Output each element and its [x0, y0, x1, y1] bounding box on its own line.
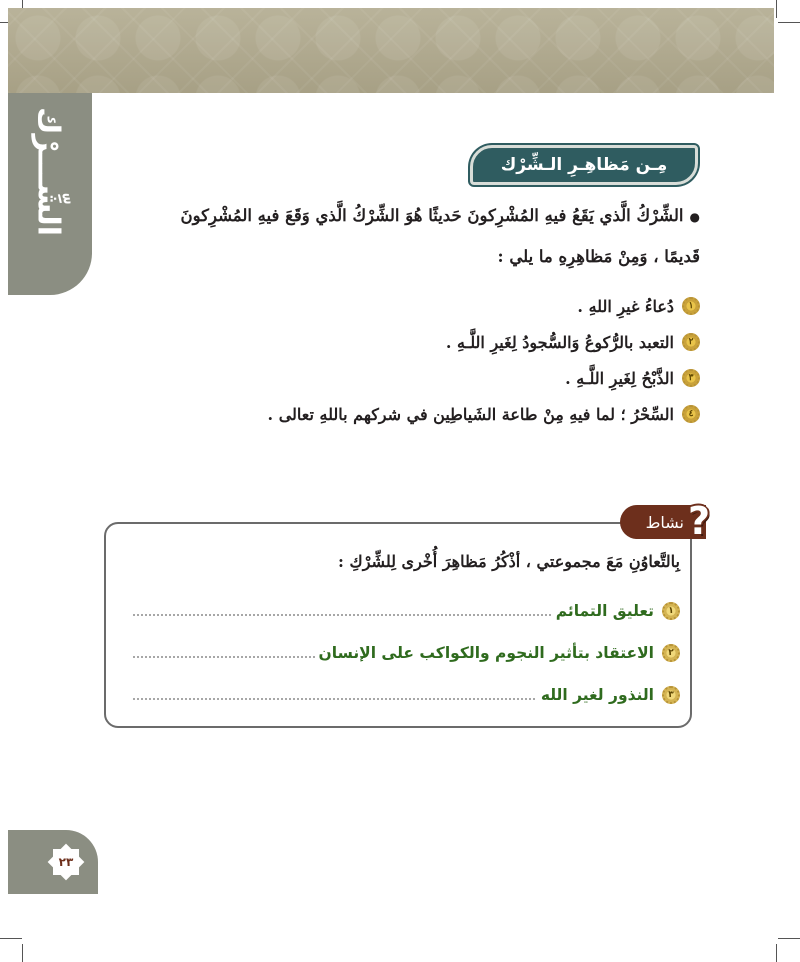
answer-text[interactable]: الاعتقاد بتأثير النجوم والكواكب على الإنسان	[318, 644, 654, 662]
answer-dotted-line	[132, 656, 315, 658]
answer-dotted-line	[132, 698, 537, 700]
activity-answers	[132, 590, 680, 716]
list-item-text: دُعاءُ غيرِ اللهِ .	[577, 296, 674, 316]
answer-row	[132, 674, 680, 716]
page-number-badge	[44, 848, 88, 876]
intro-paragraph	[140, 196, 700, 277]
number-badge-icon: ٣	[682, 369, 700, 387]
question-mark-icon: ?	[687, 499, 711, 543]
section-title: مِـن مَظاهِـرِ الـشِّرْك	[500, 155, 668, 175]
crop-mark	[778, 938, 800, 939]
manifestations-list	[140, 288, 700, 432]
activity-instruction: بِالتَّعاوُنِ مَعَ مجموعتي ، أذْكُرُ مَظاهِرَ أُخْرى لِلشِّرْكِ :	[338, 552, 680, 571]
chapter-title: الشِّـــرْك	[30, 106, 66, 236]
number-badge-icon: ٣	[662, 686, 680, 704]
activity-label: نشاط	[645, 512, 684, 532]
answer-row	[132, 590, 680, 632]
list-item-text: السِّحْرُ ؛ لما فيهِ مِنْ طاعة الشَياطِين في شركهم باللهِ تعالى .	[267, 404, 674, 424]
bullet-icon: ●	[689, 210, 700, 224]
number-badge-icon: ١	[662, 602, 680, 620]
answer-row	[132, 632, 680, 674]
crop-mark	[776, 0, 777, 18]
number-badge-icon: ٢	[662, 644, 680, 662]
crop-mark	[778, 22, 800, 23]
number-badge-icon: ٤	[682, 405, 700, 423]
crop-mark	[776, 944, 777, 962]
header-band	[8, 8, 774, 93]
number-badge-icon: ٢	[682, 333, 700, 351]
answer-text[interactable]: تعليق التمائم	[555, 602, 654, 620]
list-item	[140, 324, 700, 360]
section-title-pill	[470, 145, 698, 185]
answer-text[interactable]: النذور لغير الله	[540, 686, 654, 704]
list-item-text: التعبد بالرُّكوعُ وَالسُّجودُ لِغَيرِ اللَّـهِ .	[445, 332, 674, 352]
paragraph-line: الشِّرْكُ الَّذي يَقَعُ فيهِ المُشْرِكونَ حَديثًا هُوَ الشِّرْكُ الَّذي وَقَعَ فيهِ المُشْرِكونَ	[180, 206, 684, 225]
paragraph-line: قَديمًا ، وَمِنْ مَظاهِرِهِ ما يلي :	[497, 247, 700, 266]
list-item-text: الذَّبْحُ لِغَيرِ اللَّـهِ .	[565, 368, 674, 388]
page-number: ٢٣	[58, 855, 74, 869]
list-item	[140, 288, 700, 324]
answer-dotted-line	[132, 614, 552, 616]
crop-mark	[0, 938, 22, 939]
number-badge-icon: ١	[682, 297, 700, 315]
list-item	[140, 360, 700, 396]
list-item	[140, 396, 700, 432]
crop-mark	[22, 944, 23, 962]
